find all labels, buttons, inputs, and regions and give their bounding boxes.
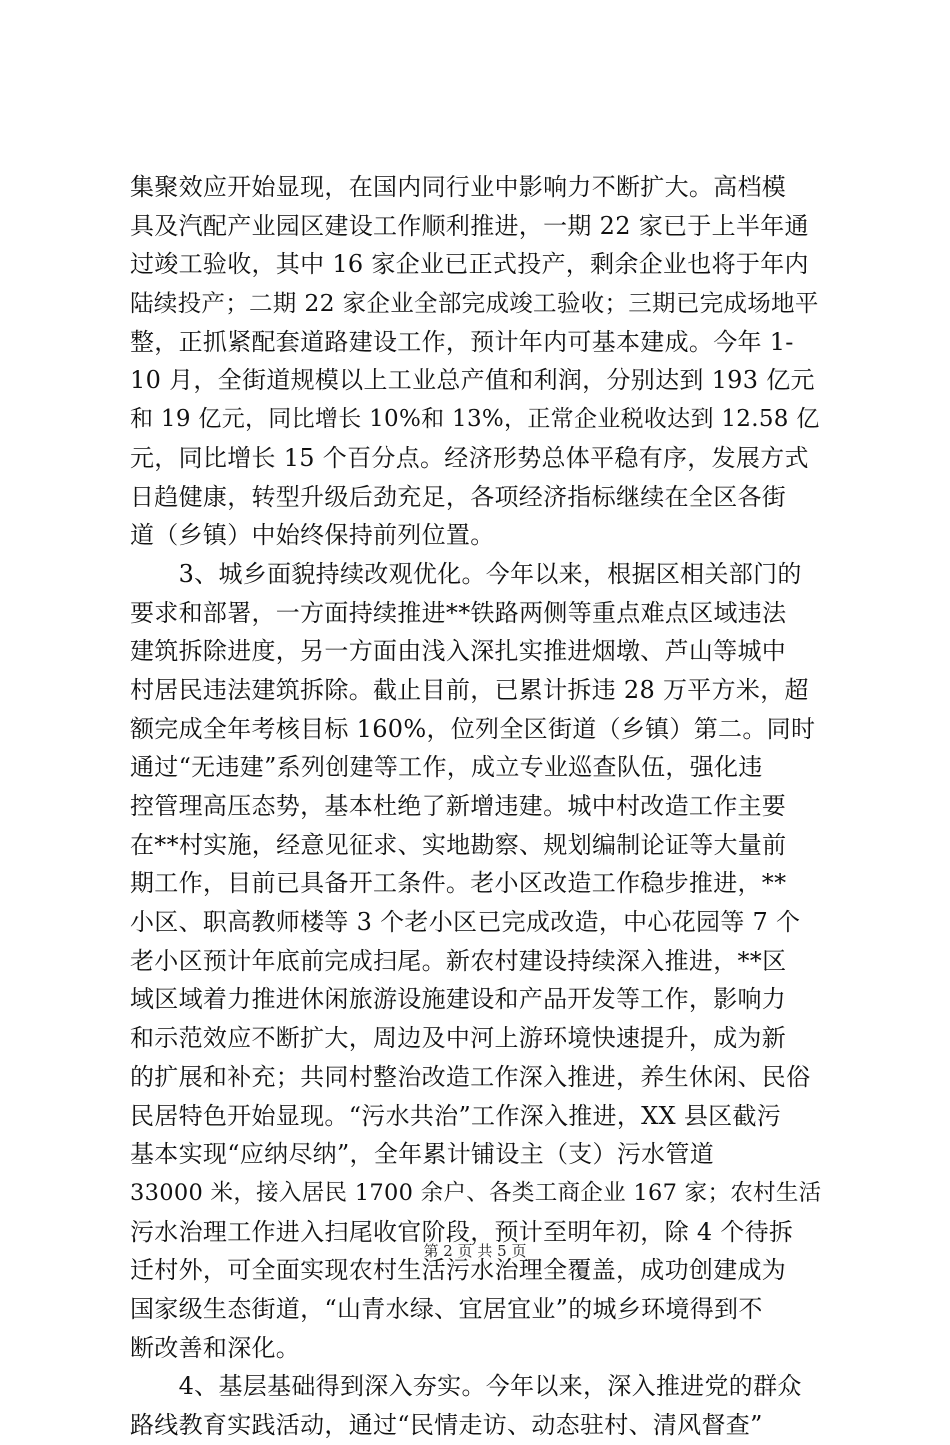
text-line: 日趋健康，转型升级后劲充足，各项经济指标继续在全区各街 [130,482,787,511]
text-line: 国家级生态街道，“山青水绿、宜居宜业”的城乡环境得到不 [130,1294,763,1323]
page-footer: 第 2 页 共 5 页 [423,1242,527,1260]
text-line: 老小区预计年底前完成扫尾。新农村建设持续深入推进，**区 [130,946,787,975]
text-line: 断改善和深化。 [130,1333,301,1362]
text-line: 通过“无违建”系列创建等工作，成立专业巡查队伍，强化违 [130,753,763,782]
text-line: 路线教育实践活动，通过“民情走访、动态驻村、清风督查” [130,1411,763,1439]
text-line: 元，同比增长 15 个百分点。经济形势总体平稳有序，发展方式 [130,443,809,472]
text-line: 4、基层基础得到深入夯实。今年以来，深入推进党的群众 [130,1372,802,1401]
text-line: 和示范效应不断扩大，周边及中河上游环境快速提升，成为新 [130,1024,787,1053]
text-line: 和 19 亿元，同比增长 10%和 13%，正常企业税收达到 12.58 亿 [130,406,820,433]
text-line: 迁村外，可全面实现农村生活污水治理全覆盖，成功创建成为 [130,1256,787,1285]
text-line: 要求和部署，一方面持续推进**铁路两侧等重点难点区域违法 [130,598,787,627]
text-line: 建筑拆除进度，另一方面由浅入深扎实推进烟墩、芦山等城中 [130,637,787,666]
text-line: 的扩展和补充；共同村整治改造工作深入推进，养生休闲、民俗 [130,1062,811,1091]
text-line: 村居民违法建筑拆除。截止目前，已累计拆违 28 万平方米，超 [130,675,809,704]
text-line: 域区域着力推进休闲旅游设施建设和产品开发等工作，影响力 [130,985,787,1014]
text-line: 控管理高压态势，基本杜绝了新增违建。城中村改造工作主要 [130,792,787,820]
text-line: 10 月，全街道规模以上工业总产值和利润，分别达到 193 亿元 [130,366,815,395]
text-line: 整，正抓紧配套道路建设工作，预计年内可基本建成。今年 1- [130,327,794,356]
text-line: 集聚效应开始显现，在国内同行业中影响力不断扩大。高档模 [130,173,787,201]
text-line: 道（乡镇）中始终保持前列位置。 [130,521,495,550]
text-line: 陆续投产；二期 22 家企业全部完成竣工验收；三期已完成场地平 [130,289,819,318]
text-line: 基本实现“应纳尽纳”，全年累计铺设主（支）污水管道 [130,1140,715,1169]
text-line: 具及汽配产业园区建设工作顺利推进，一期 22 家已于上半年通 [130,211,809,240]
text-line: 33000 米，接入居民 1700 余户、各类工商企业 167 家；农村生活 [130,1179,822,1206]
text-line: 污水治理工作进入扫尾收官阶段，预计至明年初，除 4 个待拆 [130,1217,794,1246]
text-line: 过竣工验收，其中 16 家企业已正式投产，剩余企业也将于年内 [130,250,809,279]
text-line: 小区、职高教师楼等 3 个老小区已完成改造，中心花园等 7 个 [130,908,801,937]
text-line: 期工作，目前已具备开工条件。老小区改造工作稳步推进，** [130,869,787,898]
text-line: 民居特色开始显现。“污水共治”工作深入推进，XX 县区截污 [130,1101,782,1130]
text-line: 3、城乡面貌持续改观优化。今年以来，根据区相关部门的 [130,559,802,588]
text-line: 额完成全年考核目标 160%，位列全区街道（乡镇）第二。同时 [130,714,816,743]
text-line: 在**村实施，经意见征求、实地勘察、规划编制论证等大量前 [130,830,787,859]
